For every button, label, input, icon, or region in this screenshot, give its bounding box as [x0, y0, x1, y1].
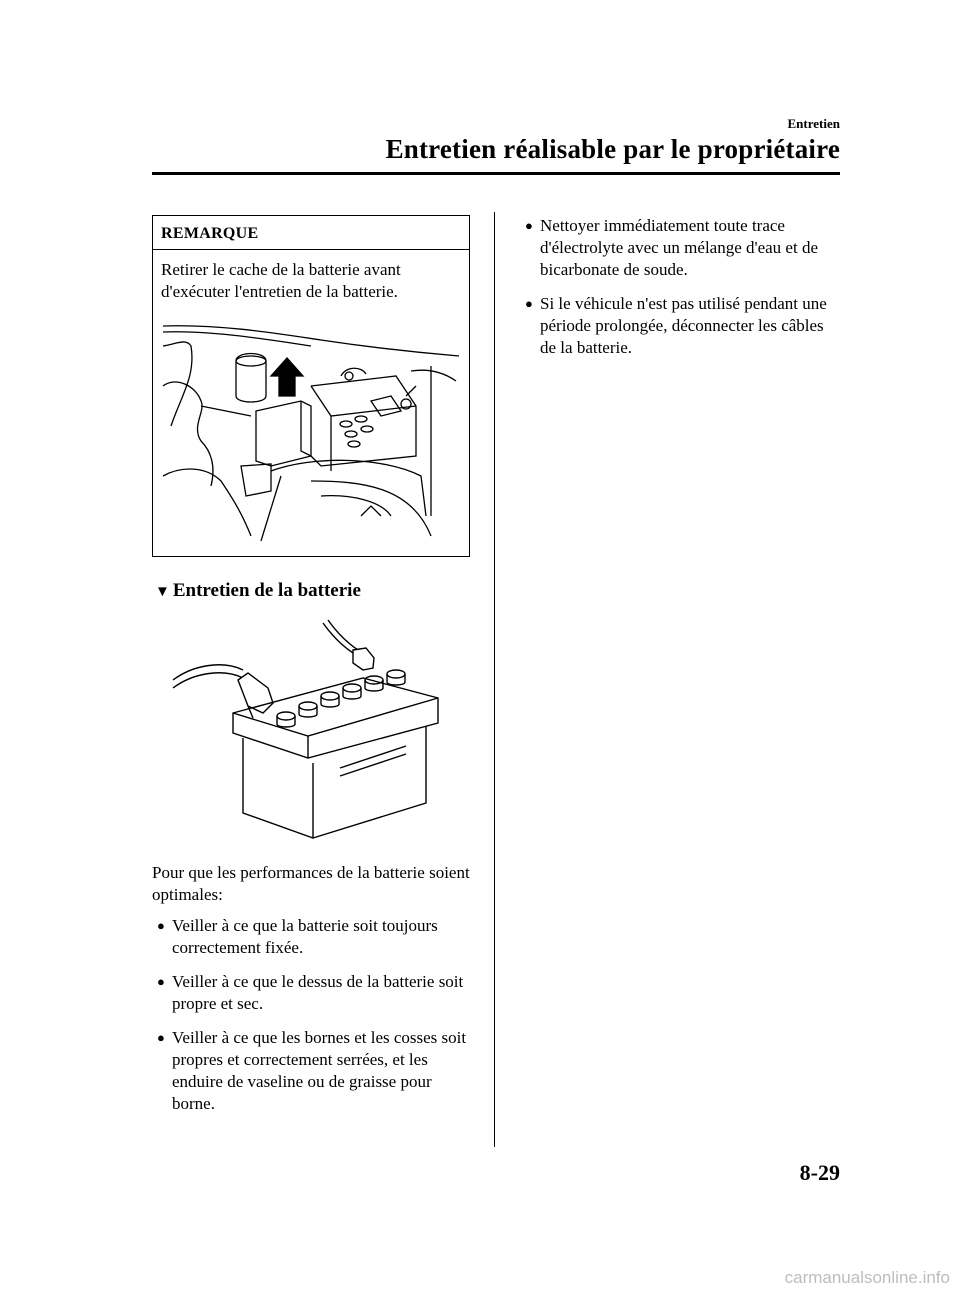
- list-item: [152, 915, 472, 959]
- list-item: [520, 215, 840, 281]
- battery-cover-removal-illustration: [161, 316, 461, 541]
- list-item: [152, 1027, 472, 1115]
- list-item-text: Veiller à ce que la batterie soit toujours correctement fixée.: [172, 916, 438, 957]
- watermark: carmanualsonline.info: [784, 1268, 950, 1287]
- list-item-text: Veiller à ce que les bornes et les cosses soit propres et correctement serrées, et les enduire de vaseline ou de graisse pour borne.: [172, 1028, 467, 1113]
- column-divider: [494, 212, 495, 1147]
- header-rule: [152, 172, 840, 175]
- note-box: [152, 215, 470, 557]
- intro-paragraph: Pour que les performances de la batterie soient optimales:: [152, 863, 470, 904]
- section-heading-text: Entretien de la batterie: [172, 580, 361, 601]
- header-section-label: Entretien: [787, 116, 840, 131]
- list-item-text: Si le véhicule n'est pas utilisé pendant une période prolongée, déconnecter les câbles de la batterie.: [540, 294, 827, 357]
- battery-illustration: [168, 618, 458, 848]
- bullet-icon: ●: [525, 218, 533, 233]
- note-label: REMARQUE: [161, 225, 259, 242]
- list-item-text: Veiller à ce que le dessus de la batterie soit propre et sec.: [172, 972, 464, 1013]
- list-item: [152, 971, 472, 1015]
- bullet-icon: ●: [157, 918, 165, 933]
- page-number: 8-29: [799, 1160, 840, 1185]
- section-heading: [155, 580, 361, 602]
- bullet-icon: ●: [525, 296, 533, 311]
- right-bullet-list: [520, 215, 840, 371]
- note-text: Retirer le cache de la batterie avant d'exécuter l'entretien de la batterie.: [161, 260, 401, 301]
- left-bullet-list: [152, 915, 472, 1127]
- list-item-text: Nettoyer immédiatement toute trace d'électrolyte avec un mélange d'eau et de bicarbonate de soude.: [540, 216, 818, 279]
- list-item: [520, 293, 840, 359]
- heading-triangle-icon: ▼: [155, 584, 170, 600]
- bullet-icon: ●: [157, 1030, 165, 1045]
- page-title: Entretien réalisable par le propriétaire: [385, 134, 840, 164]
- note-divider: [153, 249, 469, 250]
- bullet-icon: ●: [157, 974, 165, 989]
